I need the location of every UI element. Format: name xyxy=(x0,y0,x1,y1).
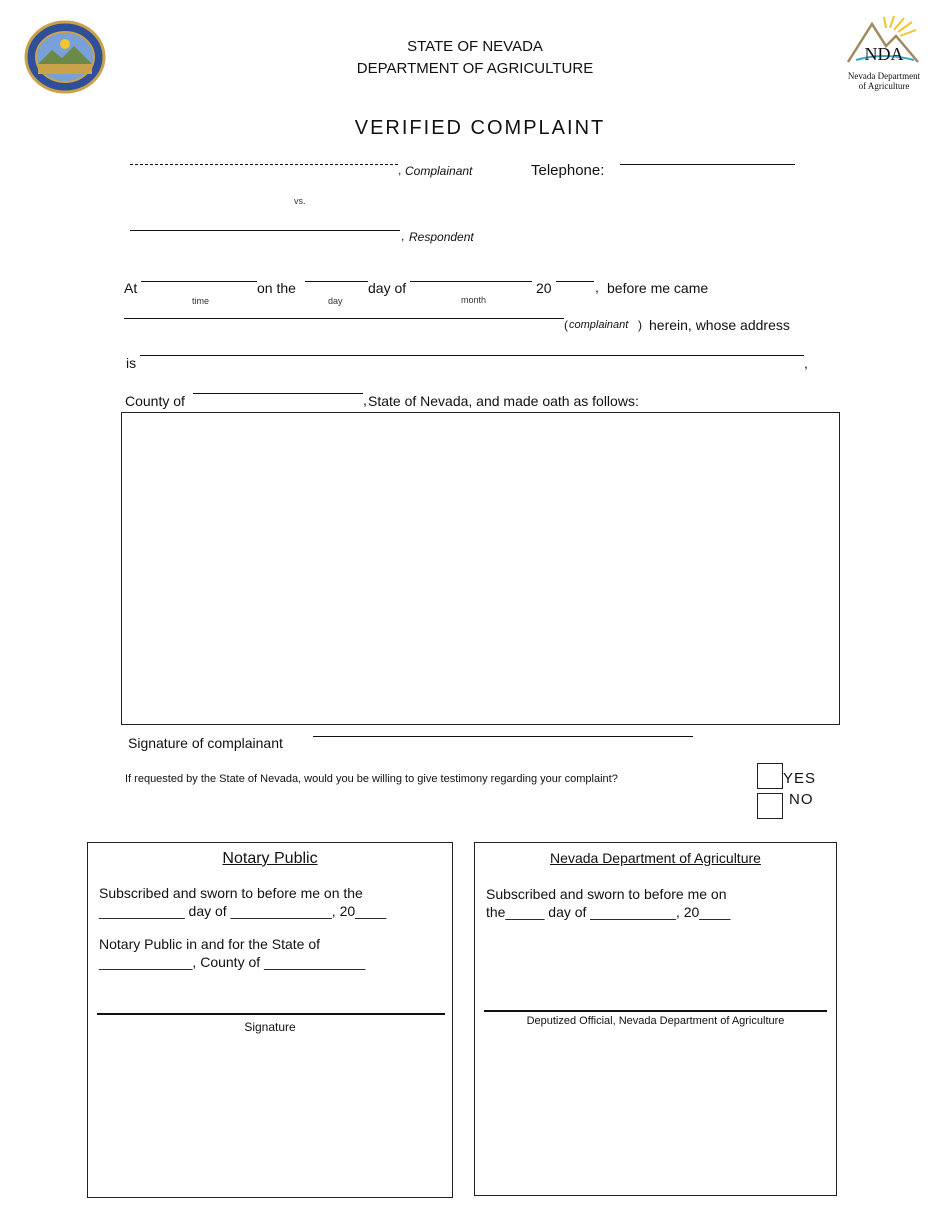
yes-label: YES xyxy=(783,770,817,787)
time-field[interactable] xyxy=(141,281,257,282)
nda-logo-caption-2: of Agriculture xyxy=(858,81,910,91)
notary-line-4: ____________, County of _____________ xyxy=(99,954,366,970)
nda-official-section xyxy=(474,842,837,1196)
signature-label: Signature of complainant xyxy=(128,735,283,751)
day-field[interactable] xyxy=(305,281,368,282)
year-prefix-label: 20 xyxy=(536,280,552,296)
notary-signature-label: Signature xyxy=(244,1020,296,1034)
day-of-label: day of xyxy=(368,280,407,296)
month-hint: month xyxy=(461,295,487,305)
notary-line-1: Subscribed and sworn to before me on the xyxy=(99,885,363,901)
no-checkbox[interactable] xyxy=(757,793,783,819)
notary-title: Notary Public xyxy=(222,850,318,867)
notary-line-3: Notary Public in and for the State of xyxy=(99,936,321,952)
notary-line-2: ___________ day of _____________, 20____ xyxy=(99,903,387,919)
testimony-question: If requested by the State of Nevada, would you be willing to give testimony regarding your complaint? xyxy=(125,773,618,785)
is-label: is xyxy=(126,355,137,371)
yes-checkbox[interactable] xyxy=(757,763,783,789)
notary-signature-field[interactable] xyxy=(97,1013,445,1015)
nda-title: Nevada Department of Agriculture xyxy=(550,850,761,866)
vs-label: vs. xyxy=(294,196,306,206)
herein-label: herein, whose address xyxy=(649,317,790,333)
respondent-label: Respondent xyxy=(409,230,474,244)
complainant-hint: complainant xyxy=(569,319,629,331)
state-oath-label: State of Nevada, and made oath as follows: xyxy=(368,393,639,409)
nda-logo-text: NDA xyxy=(864,44,904,64)
complainant-label: Complainant xyxy=(405,164,473,178)
nda-logo xyxy=(842,16,926,94)
complainant-came-field[interactable] xyxy=(124,318,564,319)
header-state: STATE OF NEVADA xyxy=(407,38,543,55)
year-field[interactable] xyxy=(556,281,594,282)
complainant-signature-field[interactable] xyxy=(313,736,693,737)
on-the-label: on the xyxy=(257,280,296,296)
nda-official-signature-field[interactable] xyxy=(484,1010,827,1012)
before-me-label: before me came xyxy=(607,280,709,296)
nevada-state-seal-icon xyxy=(24,20,106,94)
no-label: NO xyxy=(789,791,814,808)
telephone-field[interactable] xyxy=(620,164,795,165)
at-label: At xyxy=(124,280,138,296)
nda-logo-caption-1: Nevada Department xyxy=(847,71,921,81)
nda-line-2: the_____ day of ___________, 20____ xyxy=(486,904,731,920)
time-hint: time xyxy=(192,296,210,306)
telephone-label: Telephone: xyxy=(531,162,605,179)
county-field[interactable] xyxy=(193,393,363,394)
notary-public-section xyxy=(87,842,453,1198)
page-title: VERIFIED COMPLAINT xyxy=(354,117,606,139)
county-label: County of xyxy=(125,393,185,409)
complaint-statement-textarea[interactable] xyxy=(121,412,840,725)
header-department: DEPARTMENT OF AGRICULTURE xyxy=(356,60,594,77)
day-hint: day xyxy=(328,296,343,306)
month-field[interactable] xyxy=(410,281,532,282)
nda-signature-label: Deputized Official, Nevada Department of Agriculture xyxy=(526,1015,785,1027)
complainant-name-field[interactable] xyxy=(130,164,398,165)
nda-line-1: Subscribed and sworn to before me on xyxy=(486,886,727,902)
respondent-name-field[interactable] xyxy=(130,230,400,231)
address-field[interactable] xyxy=(140,355,804,356)
